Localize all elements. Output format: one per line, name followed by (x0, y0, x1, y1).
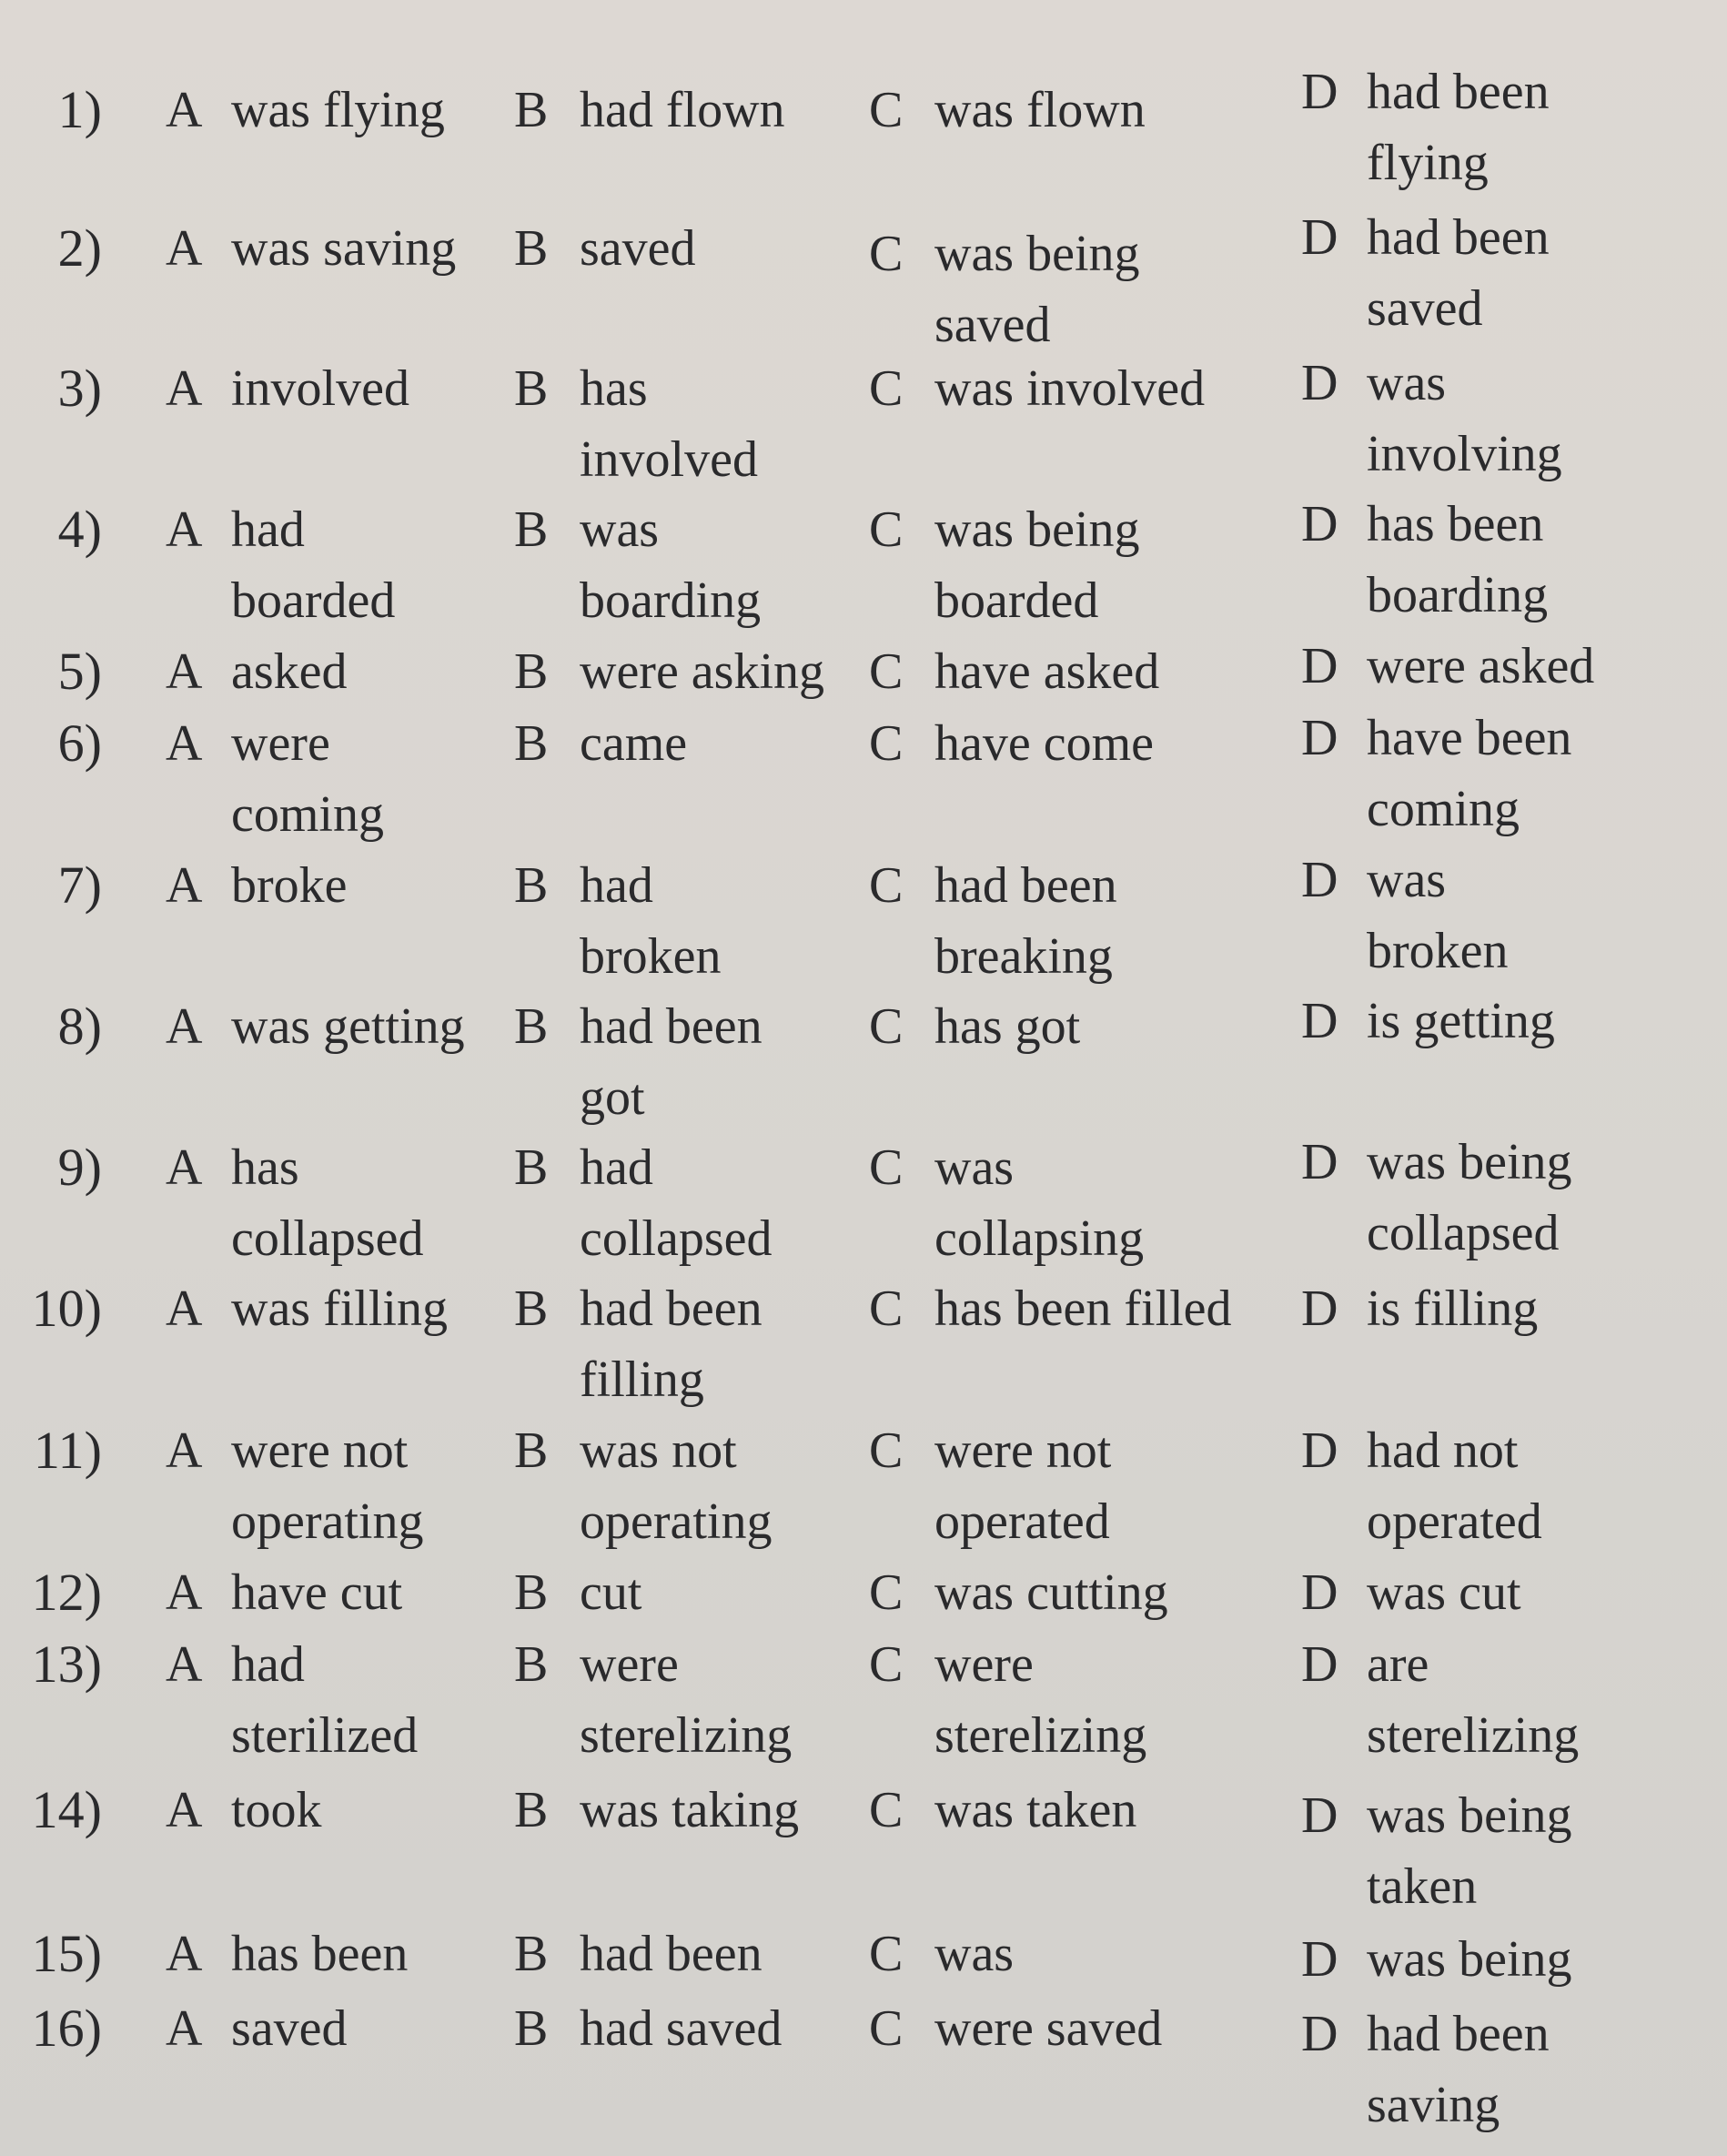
option-letter: B (514, 857, 549, 914)
option-text: was being boarded (934, 501, 1140, 629)
option-text: saved (580, 220, 696, 277)
option-letter: C (869, 1782, 904, 1838)
question-number: 4) (57, 500, 102, 559)
option-text: had been got (580, 998, 763, 1126)
option-text: were not operated (934, 1422, 1112, 1550)
option-text: had been flying (1367, 64, 1550, 191)
option-letter: D (1301, 993, 1338, 1049)
option-text: were asked (1367, 638, 1595, 694)
option-letter: B (514, 82, 549, 138)
question-number: 16) (31, 1999, 102, 2058)
option-text: were saved (934, 2000, 1163, 2057)
option-letter: C (869, 501, 904, 558)
option-text: came (580, 715, 688, 772)
question-number: 9) (57, 1138, 102, 1197)
option-letter: A (166, 857, 203, 914)
option-letter: B (514, 1782, 549, 1838)
option-text: was being collapsed (1367, 1134, 1572, 1261)
option-letter: D (1301, 638, 1338, 694)
option-letter: A (166, 220, 203, 277)
option-text: have been coming (1367, 710, 1572, 837)
option-text: had been saving (1367, 2006, 1550, 2133)
option-text: had collapsed (580, 1139, 773, 1267)
option-letter: C (869, 1564, 904, 1621)
option-letter: C (869, 2000, 904, 2057)
option-letter: B (514, 1139, 549, 1196)
option-letter: A (166, 1280, 203, 1337)
option-text: has been boarding (1367, 496, 1549, 623)
option-letter: D (1301, 1280, 1338, 1337)
option-letter: A (166, 1139, 203, 1196)
option-text: took (231, 1782, 322, 1838)
option-text: had broken (580, 857, 722, 985)
option-text: was saving (231, 220, 457, 277)
option-text: was taken (934, 1782, 1137, 1838)
option-letter: A (166, 360, 203, 417)
option-text: was being taken (1367, 1787, 1572, 1915)
option-text: had saved (580, 2000, 783, 2057)
question-number: 13) (31, 1635, 102, 1694)
option-letter: A (166, 1564, 203, 1621)
option-letter: D (1301, 852, 1338, 908)
option-letter: D (1301, 355, 1338, 411)
option-letter: C (869, 998, 904, 1055)
option-letter: A (166, 643, 203, 700)
option-text: asked (231, 643, 348, 700)
option-text: had been (580, 1926, 763, 1982)
option-letter: B (514, 1564, 549, 1621)
option-letter: B (514, 1636, 549, 1693)
option-text: has got (934, 998, 1081, 1055)
option-text: had not operated (1367, 1422, 1542, 1550)
option-letter: D (1301, 2006, 1338, 2062)
option-text: was involving (1367, 355, 1562, 482)
question-number: 1) (57, 80, 102, 139)
option-letter: C (869, 1926, 904, 1982)
option-letter: C (869, 82, 904, 138)
option-letter: C (869, 643, 904, 700)
option-letter: C (869, 1422, 904, 1479)
option-letter: C (869, 1280, 904, 1337)
option-text: had flown (580, 82, 785, 138)
option-text: is getting (1367, 993, 1555, 1049)
option-text: was filling (231, 1280, 448, 1337)
option-letter: D (1301, 1636, 1338, 1693)
option-letter: C (869, 226, 904, 282)
option-text: was boarding (580, 501, 762, 629)
question-number: 7) (57, 855, 102, 915)
option-text: broke (231, 857, 348, 914)
option-text: had sterilized (231, 1636, 419, 1764)
option-letter: A (166, 998, 203, 1055)
question-number: 15) (31, 1924, 102, 1983)
option-letter: D (1301, 1931, 1338, 1988)
option-text: was flying (231, 82, 445, 138)
option-text: was (934, 1926, 1015, 1982)
option-text: is filling (1367, 1280, 1539, 1337)
option-text: cut (580, 1564, 642, 1621)
question-number: 5) (57, 642, 102, 701)
option-text: have cut (231, 1564, 403, 1621)
question-number: 14) (31, 1780, 102, 1839)
option-letter: C (869, 1636, 904, 1693)
option-letter: B (514, 501, 549, 558)
option-letter: C (869, 857, 904, 914)
option-text: has collapsed (231, 1139, 424, 1267)
option-letter: D (1301, 496, 1338, 552)
option-letter: B (514, 1926, 549, 1982)
option-letter: C (869, 715, 904, 772)
option-text: had been saved (1367, 209, 1550, 337)
option-text: were sterelizing (934, 1636, 1147, 1764)
option-text: had boarded (231, 501, 396, 629)
option-text: had been breaking (934, 857, 1117, 985)
option-text: were sterelizing (580, 1636, 793, 1764)
option-text: has involved (580, 360, 758, 488)
option-letter: A (166, 715, 203, 772)
option-letter: B (514, 220, 549, 277)
option-text: had been filling (580, 1280, 763, 1408)
option-letter: D (1301, 209, 1338, 266)
option-letter: D (1301, 1564, 1338, 1621)
option-text: was involved (934, 360, 1206, 417)
option-letter: A (166, 1926, 203, 1982)
option-text: was collapsing (934, 1139, 1145, 1267)
option-letter: D (1301, 1787, 1338, 1844)
option-text: was broken (1367, 852, 1509, 979)
option-text: was not operating (580, 1422, 773, 1550)
option-text: has been (231, 1926, 409, 1982)
option-letter: C (869, 1139, 904, 1196)
option-text: was flown (934, 82, 1146, 138)
option-letter: B (514, 2000, 549, 2057)
option-letter: B (514, 1280, 549, 1337)
option-text: was taking (580, 1782, 800, 1838)
option-letter: C (869, 360, 904, 417)
option-letter: B (514, 715, 549, 772)
option-letter: D (1301, 1422, 1338, 1479)
question-number: 12) (31, 1563, 102, 1622)
question-number: 6) (57, 714, 102, 773)
option-text: was cutting (934, 1564, 1168, 1621)
option-letter: A (166, 82, 203, 138)
option-text: saved (231, 2000, 348, 2057)
option-text: were asking (580, 643, 825, 700)
option-text: were not operating (231, 1422, 424, 1550)
option-text: have asked (934, 643, 1160, 700)
option-letter: B (514, 643, 549, 700)
option-letter: D (1301, 710, 1338, 766)
option-letter: A (166, 2000, 203, 2057)
option-letter: D (1301, 1134, 1338, 1190)
option-letter: A (166, 1782, 203, 1838)
option-letter: A (166, 501, 203, 558)
question-number: 2) (57, 218, 102, 278)
option-text: was cut (1367, 1564, 1521, 1621)
option-letter: B (514, 1422, 549, 1479)
option-text: was being saved (934, 226, 1140, 353)
question-number: 11) (33, 1421, 102, 1480)
option-letter: B (514, 998, 549, 1055)
option-letter: D (1301, 64, 1338, 120)
question-number: 3) (57, 359, 102, 418)
question-number: 10) (31, 1279, 102, 1338)
option-text: are sterelizing (1367, 1636, 1580, 1764)
option-text: have come (934, 715, 1154, 772)
option-letter: B (514, 360, 549, 417)
option-text: has been filled (934, 1280, 1232, 1337)
option-text: involved (231, 360, 409, 417)
option-letter: A (166, 1636, 203, 1693)
option-letter: A (166, 1422, 203, 1479)
question-number: 8) (57, 997, 102, 1056)
option-text: was being (1367, 1931, 1572, 1988)
option-text: was getting (231, 998, 465, 1055)
option-text: were coming (231, 715, 384, 843)
